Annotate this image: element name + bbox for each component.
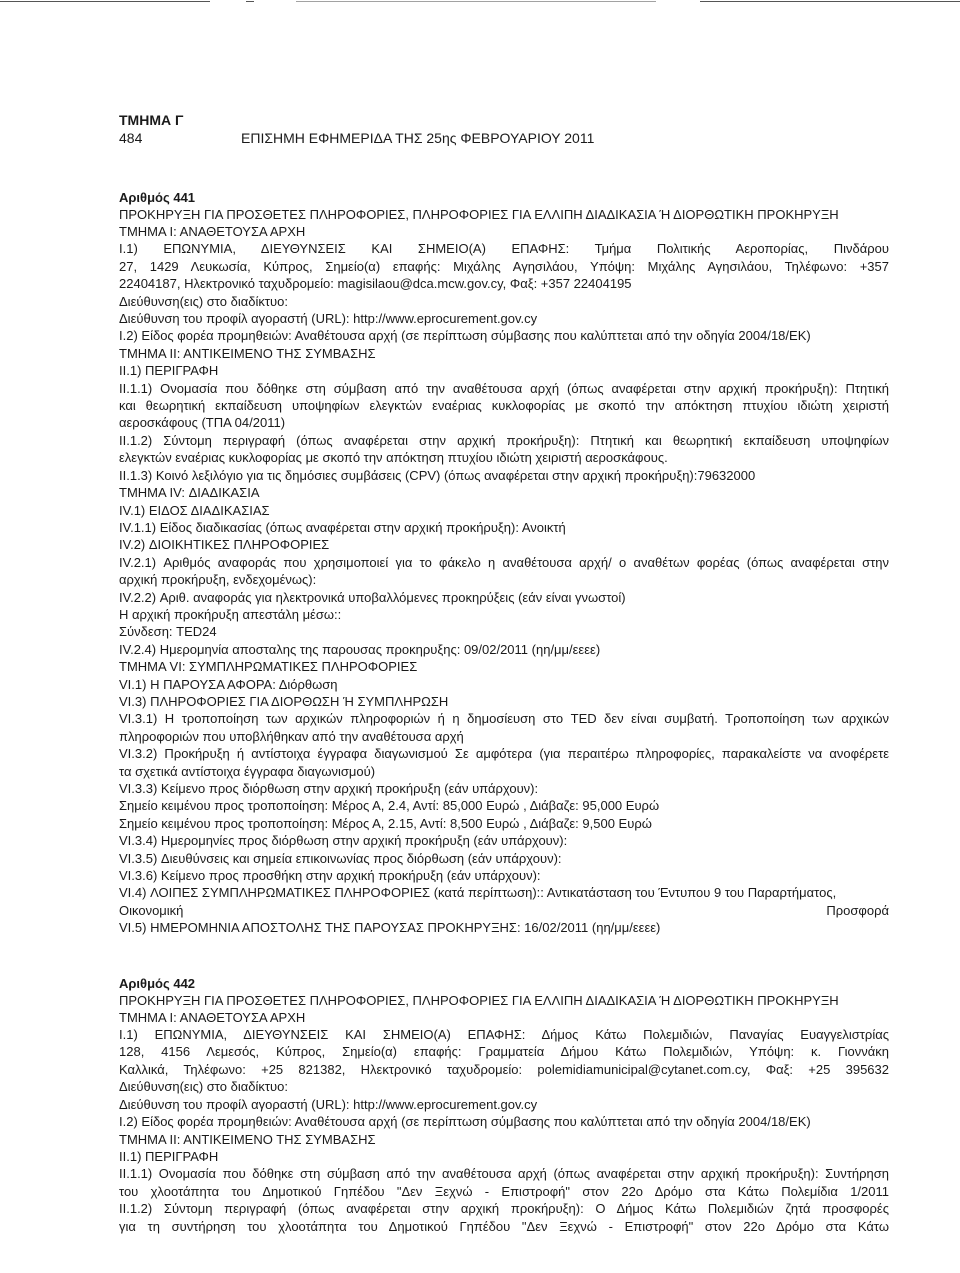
scan-top-rule (0, 0, 960, 4)
notice-line: ΤΜΗΜΑ ΙΙ: ΑΝΤΙΚΕΙΜΕΝΟ ΤΗΣ ΣΥΜΒΑΣΗΣ (119, 1131, 376, 1147)
notice-line: ΙΙ.1.2) Σύντομη περιγραφή (όπως αναφέρεται στην αρχική προκήρυξη): Πτητική και θεωρητική εκπαίδευση υποψηφίων (119, 432, 889, 448)
notice-line: VI.3.2) Προκήρυξη ή αντίστοιχα έγγραφα διαγωνισμού Σε αμφότερα (για περαιτέρω πληροφορίες, παρακαλείστε να ανοφέρετε (119, 746, 889, 762)
notice-line: του χλοοτάπητα του Δημοτικού Γηπέδου "Δεν Ξεχνώ - Επιστροφή" στον 22ο Δρόμο στα Κάτω Πολεμίδια 1/2011 (119, 1183, 889, 1199)
notice-line: IV.2.4) Ημερομηνία αποσταλης της παρουσας προκηρυξης: 09/02/2011 (ηη/μμ/εεεε) (119, 641, 601, 657)
notice-line: ΤΜΗΜΑ Ι: ΑΝΑΘΕΤΟΥΣΑ ΑΡΧΗ (119, 224, 306, 239)
running-header (119, 129, 889, 147)
notice-line: πληροφοριών που υποβλήθηκαν από την αναθέτουσα αρχή (119, 728, 464, 744)
notice-line: IV.1.1) Είδος διαδικασίας (όπως αναφέρεται στην αρχική προκήρυξη): Ανοικτή (119, 519, 566, 535)
notice-2 (119, 975, 889, 1235)
notice-line: Ι.2) Είδος φορέα προμηθειών: Αναθέτουσα αρχή (σε περίπτωση σύμβασης που καλύπτεται από την οδηγία 2004/18/ΕΚ) (119, 1114, 811, 1130)
notice-line: Σύνδεση: TED24 (119, 624, 217, 640)
notice-line: IV.1) ΕΙΔΟΣ ΔΙΑΔΙΚΑΣΙΑΣ (119, 502, 270, 518)
notice-line: Ι.2) Είδος φορέα προμηθειών: Αναθέτουσα αρχή (σε περίπτωση σύμβασης που καλύπτεται από την οδηγία 2004/18/ΕΚ) (119, 328, 811, 344)
notice-line: ΙΙ.1.1) Ονομασία που δόθηκε στη σύμβαση από την αναθέτουσα αρχή (όπως αναφέρεται στην αρχική προκήρυξη): Πτητική (119, 380, 889, 396)
notice-line: VI.3.5) Διευθύνσεις και σημεία επικοινωνίας προς διόρθωση (εάν υπάρχουν): (119, 850, 562, 866)
notice-line: IV.2) ΔΙΟΙΚΗΤΙΚΕΣ ΠΛΗΡΟΦΟΡΙΕΣ (119, 537, 330, 553)
notice-line: ΤΜΗΜΑ ΙΙ: ΑΝΤΙΚΕΙΜΕΝΟ ΤΗΣ ΣΥΜΒΑΣΗΣ (119, 345, 376, 361)
notice-line: 128, 4156 Λεμεσός, Κύπρος, Σημείο(α) επαφής: Γραμματεία Δήμου Κάτω Πολεμιδιών, Υπόψη: κ. Γιοννάκη (119, 1044, 889, 1060)
notice-line: για τη συντήρηση του χλοοτάπητα του Δημοτικού Γηπέδου "Δεν Ξεχνώ - Επιστροφή" στον 22ο Δρόμο στα Κάτω (119, 1218, 889, 1234)
notice-line: Οικονομική Προσφορά (119, 902, 889, 918)
notice-line: VI.1) Η ΠΑΡΟΥΣΑ ΑΦΟΡΑ: Διόρθωση (119, 676, 338, 692)
running-title: ΕΠΙΣΗΜΗ ΕΦΗΜΕΡΙΔΑ ΤΗΣ 25ης ΦΕΒΡΟΥΑΡΙΟΥ 2011 (241, 130, 595, 146)
notice-line: IV.2.2) Αριθ. αναφοράς για ηλεκτρονικά υποβαλλόμενες προκηρύξεις (εάν είναι γνωστοί) (119, 589, 626, 605)
notice-line: 22404187, Ηλεκτρονικό ταχυδρομείο: magisilaou@dca.mcw.gov.cy, Φαξ: +357 22404195 (119, 276, 632, 292)
notice-line: αρχική προκήρυξη, ενδεχομένως): (119, 572, 317, 588)
notice-line: ΤΜΗΜΑ IV: ΔΙΑΔΙΚΑΣΙΑ (119, 485, 260, 501)
document-page (119, 112, 889, 1273)
notice-line: ΙΙ.1.3) Κοινό λεξιλόγιο για τις δημόσιες συμβάσεις (CPV) (όπως αναφέρεται στην αρχική προκήρυξη):79632000 (119, 467, 756, 483)
notice-line: ΙΙ.1) ΠΕΡΙΓΡΑΦΗ (119, 1148, 219, 1164)
notice-line: Καλλικά, Τηλέφωνο: +25 821382, Ηλεκτρονικό ταχυδρομείο: polemidiamunicipal@cytanet.com.cy, Φαξ: +25 395632 (119, 1061, 889, 1077)
notice-line: Διεύθυνση του προφίλ αγοραστή (URL): http://www.eprocurement.gov.cy (119, 1096, 538, 1112)
notice-line: VI.3.4) Ημερομηνίες προς διόρθωση στην αρχική προκήρυξη (εάν υπάρχουν): (119, 833, 568, 849)
section-label: ΤΜΗΜΑ Γ (119, 112, 184, 128)
notice-line: αεροσκάφους (ΤΠΑ 04/2011) (119, 415, 286, 431)
notice-line: ελεγκτών εναέριας κυκλοφορίας με σκοπό την απόκτηση πτυχίου ιδιώτη χειριστή αεροσκάφους. (119, 450, 668, 466)
notice-line: VI.3.6) Κείμενο προς προσθήκη στην αρχική προκήρυξη (εάν υπάρχουν): (119, 868, 541, 884)
notice-line: ΙΙ.1.1) Ονομασία που δόθηκε στη σύμβαση από την αναθέτουσα αρχή (όπως αναφέρεται στην αρχική προκήρυξη): Συντήρηση (119, 1166, 889, 1182)
notice-line: Διεύθυνση του προφίλ αγοραστή (URL): http://www.eprocurement.gov.cy (119, 311, 538, 327)
notice-line: VI.3.3) Κείμενο προς διόρθωση στην αρχική προκήρυξη (εάν υπάρχουν): (119, 781, 539, 796)
notice-number: Αριθμός 441 (119, 190, 196, 205)
notice-line: VI.5) ΗΜΕΡΟΜΗΝΙΑ ΑΠΟΣΤΟΛΗΣ ΤΗΣ ΠΑΡΟΥΣΑΣ ΠΡΟΚΗΡΥΞΗΣ: 16/02/2011 (ηη/μμ/εεεε) (119, 920, 661, 936)
notice-line: Ι.1) ΕΠΩΝΥΜΙΑ, ΔΙΕΥΘΥΝΣΕΙΣ ΚΑΙ ΣΗΜΕΙΟ(Α) ΕΠΑΦΗΣ: Τμήμα Πολιτικής Αεροπορίας, Πινδάρου (119, 241, 889, 257)
notice-title: ΠΡΟΚΗΡΥΞΗ ΓΙΑ ΠΡΟΣΘΕΤΕΣ ΠΛΗΡΟΦΟΡΙΕΣ, ΠΛΗΡΟΦΟΡΙΕΣ ΓΙΑ ΕΛΛΙΠΗ ΔΙΑΔΙΚΑΣΙΑ Ή ΔΙΟΡΘΩΤΙΚΗ ΠΡΟΚΗΡΥΞΗ (119, 992, 839, 1008)
notice-line: τα σχετικά αντίστοιχα έγγραφα διαγωνισμού) (119, 763, 376, 779)
notice-line: ΙΙ.1) ΠΕΡΙΓΡΑΦΗ (119, 363, 219, 379)
notice-line: Σημείο κειμένου προς τροποποίηση: Μέρος Α, 2.4, Αντί: 85,000 Ευρώ , Διάβαζε: 95,000 Ευρώ (119, 798, 660, 814)
notice-title: ΠΡΟΚΗΡΥΞΗ ΓΙΑ ΠΡΟΣΘΕΤΕΣ ΠΛΗΡΟΦΟΡΙΕΣ, ΠΛΗΡΟΦΟΡΙΕΣ ΓΙΑ ΕΛΛΙΠΗ ΔΙΑΔΙΚΑΣΙΑ Ή ΔΙΟΡΘΩΤΙΚΗ ΠΡΟΚΗΡΥΞΗ (119, 207, 839, 222)
notice-line: 27, 1429 Λευκωσία, Κύπρος, Σημείο(α) επαφής: Μιχάλης Αγησιλάου, Υπόψη: Μιχάλης Αγησιλάου, Τηλέφωνο: +357 (119, 258, 889, 274)
notices-container (119, 189, 889, 1235)
notice-line: Ι.1) ΕΠΩΝΥΜΙΑ, ΔΙΕΥΘΥΝΣΕΙΣ ΚΑΙ ΣΗΜΕΙΟ(Α) ΕΠΑΦΗΣ: Δήμος Κάτω Πολεμιδιών, Παναγίας Ευαγγελιστρίας (119, 1027, 889, 1043)
notice-line: VI.3) ΠΛΗΡΟΦΟΡΙΕΣ ΓΙΑ ΔΙΟΡΘΩΣΗ Ή ΣΥΜΠΛΗΡΩΣΗ (119, 693, 449, 709)
notice-number: Αριθμός 442 (119, 975, 196, 991)
notice-line: ΤΜΗΜΑ VI: ΣΥΜΠΛΗΡΩΜΑΤΙΚΕΣ ΠΛΗΡΟΦΟΡΙΕΣ (119, 659, 418, 675)
notice-line: Η αρχική προκήρυξη απεστάλη μέσω:: (119, 606, 342, 622)
notice-line: Σημείο κειμένου προς τροποποίηση: Μέρος Α, 2.15, Αντί: 8,500 Ευρώ , Διάβαζε: 9,500 Ευρώ (119, 815, 652, 831)
notice-line: ΙΙ.1.2) Σύντομη περιγραφή (όπως αναφέρεται στην αρχική προκήρυξη): Ο Δήμος Κάτω Πολεμιδιών ζητά προσφορές (119, 1201, 889, 1217)
page-number: 484 (119, 130, 143, 146)
notice-line: IV.2.1) Αριθμός αναφοράς που χρησιμοποιεί για το φάκελο η αναθέτουσα αρχή/ ο αναθέτων φορέας (όπως αναφέρεται στην (119, 554, 889, 570)
notice-line: VI.4) ΛΟΙΠΕΣ ΣΥΜΠΛΗΡΩΜΑΤΙΚΕΣ ΠΛΗΡΟΦΟΡΙΕΣ (κατά περίπτωση):: Αντικατάσταση του Έντυπου 9 του Παραρτήματος, (119, 885, 837, 901)
notice-1 (119, 189, 889, 937)
notice-line: ΤΜΗΜΑ Ι: ΑΝΑΘΕΤΟΥΣΑ ΑΡΧΗ (119, 1009, 306, 1025)
notice-line: και θεωρητική εκπαίδευση υποψηφίων ελεγκτών εναέριας κυκλοφορίας με σκοπό την απόκτηση πτυχίου ιδιώτη χειριστή (119, 398, 889, 414)
notice-line: Διεύθυνση(εις) στο διαδίκτυο: (119, 293, 288, 309)
notice-line: VI.3.1) Η τροποποίηση των αρχικών πληροφοριών ή η δημοσίευση στο TED δεν είναι συμβατή. Τροποποίηση των αρχικών (119, 711, 889, 727)
notice-line: Διεύθυνση(εις) στο διαδίκτυο: (119, 1079, 288, 1095)
